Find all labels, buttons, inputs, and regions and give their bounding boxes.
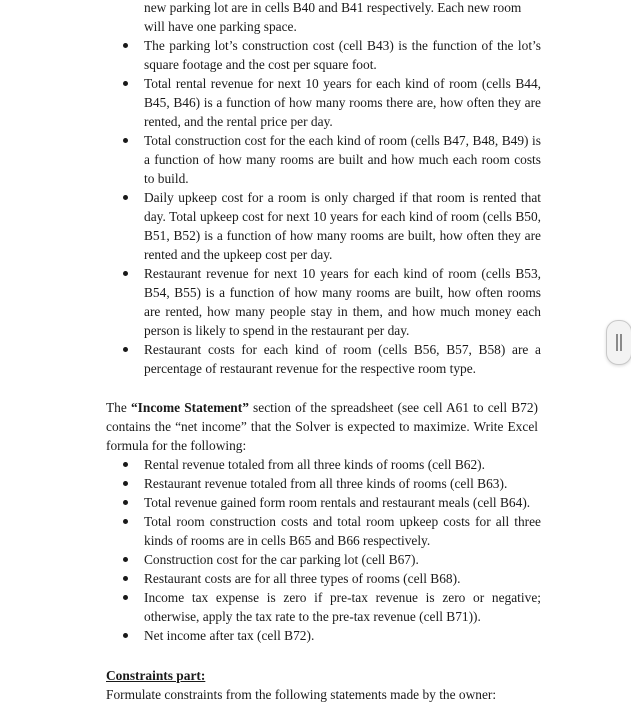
bullet-icon: [123, 481, 128, 486]
continued-text: new parking lot are in cells B40 and B41 respectively. Each new room will have one parking space.: [144, 0, 522, 34]
bullet-list-income-formulas: [0, 455, 631, 645]
bullet-icon: [123, 462, 128, 467]
list-item: Restaurant costs for each kind of room (cells B56, B57, B58) are a percentage of restaurant revenue for the respective room type.: [0, 340, 631, 378]
list-item: Restaurant costs are for all three types of rooms (cell B68).: [0, 569, 631, 588]
list-item: Total rental revenue for next 10 years for each kind of room (cells B44, B45, B46) is a function of how many rooms there are, how often they are rented, and the rental price per day.: [0, 74, 631, 131]
bullet-icon: [123, 557, 128, 562]
constraints-heading: Constraints part:: [106, 668, 206, 683]
list-item: Daily upkeep cost for a room is only charged if that room is rented that day. Total upkeep cost for next 10 years for each kind of room (cells B50, B51, B52) is a function of how many rooms are built, how often they are rented and the upkeep cost per day.: [0, 188, 631, 264]
list-item: Total revenue gained form room rentals and restaurant meals (cell B64).: [0, 493, 631, 512]
bullet-icon: [123, 519, 128, 524]
bullet-icon: [123, 500, 128, 505]
income-statement-paragraph: The “Income Statement” section of the spreadsheet (see cell A61 to cell B72) contains the “net income” that the Solver is expected to maximize. Write Excel formula for the following:: [106, 400, 538, 453]
constraints-intro: Formulate constraints from the following statements made by the owner:: [106, 687, 497, 702]
bullet-icon: [123, 576, 128, 581]
list-item: Total room construction costs and total room upkeep costs for all three kinds of rooms are in cells B65 and B66 respectively.: [0, 512, 631, 550]
bullet-icon: [123, 595, 128, 600]
bullet-icon: [123, 43, 128, 48]
list-item: Income tax expense is zero if pre-tax revenue is zero or negative; otherwise, apply the tax rate to the pre-tax revenue (cell B71)).: [0, 588, 631, 626]
grip-line: [620, 334, 622, 351]
list-item: Construction cost for the car parking lot (cell B67).: [0, 550, 631, 569]
bullet-icon: [123, 271, 128, 276]
drag-handle-icon[interactable]: [606, 320, 631, 365]
list-item: Restaurant revenue totaled from all three kinds of rooms (cell B63).: [0, 474, 631, 493]
bullet-icon: [123, 347, 128, 352]
income-statement-label: “Income Statement”: [130, 400, 249, 415]
list-item: Rental revenue totaled from all three kinds of rooms (cell B62).: [0, 455, 631, 474]
bullet-icon: [123, 633, 128, 638]
list-item: The parking lot’s construction cost (cell B43) is the function of the lot’s square footage and the cost per square foot.: [0, 36, 631, 74]
grip-line: [616, 334, 618, 351]
list-item: Net income after tax (cell B72).: [0, 626, 631, 645]
bullet-icon: [123, 195, 128, 200]
bullet-icon: [123, 81, 128, 86]
list-item: Total construction cost for the each kind of room (cells B47, B48, B49) is a function of how many rooms are built and how much each room costs to build.: [0, 131, 631, 188]
bullet-icon: [123, 138, 128, 143]
list-item: Restaurant revenue for next 10 years for each kind of room (cells B53, B54, B55) is a function of how many rooms are built, how often rooms are rented, how many people stay in them, and how much money each person is likely to spend in the restaurant per day.: [0, 264, 631, 340]
